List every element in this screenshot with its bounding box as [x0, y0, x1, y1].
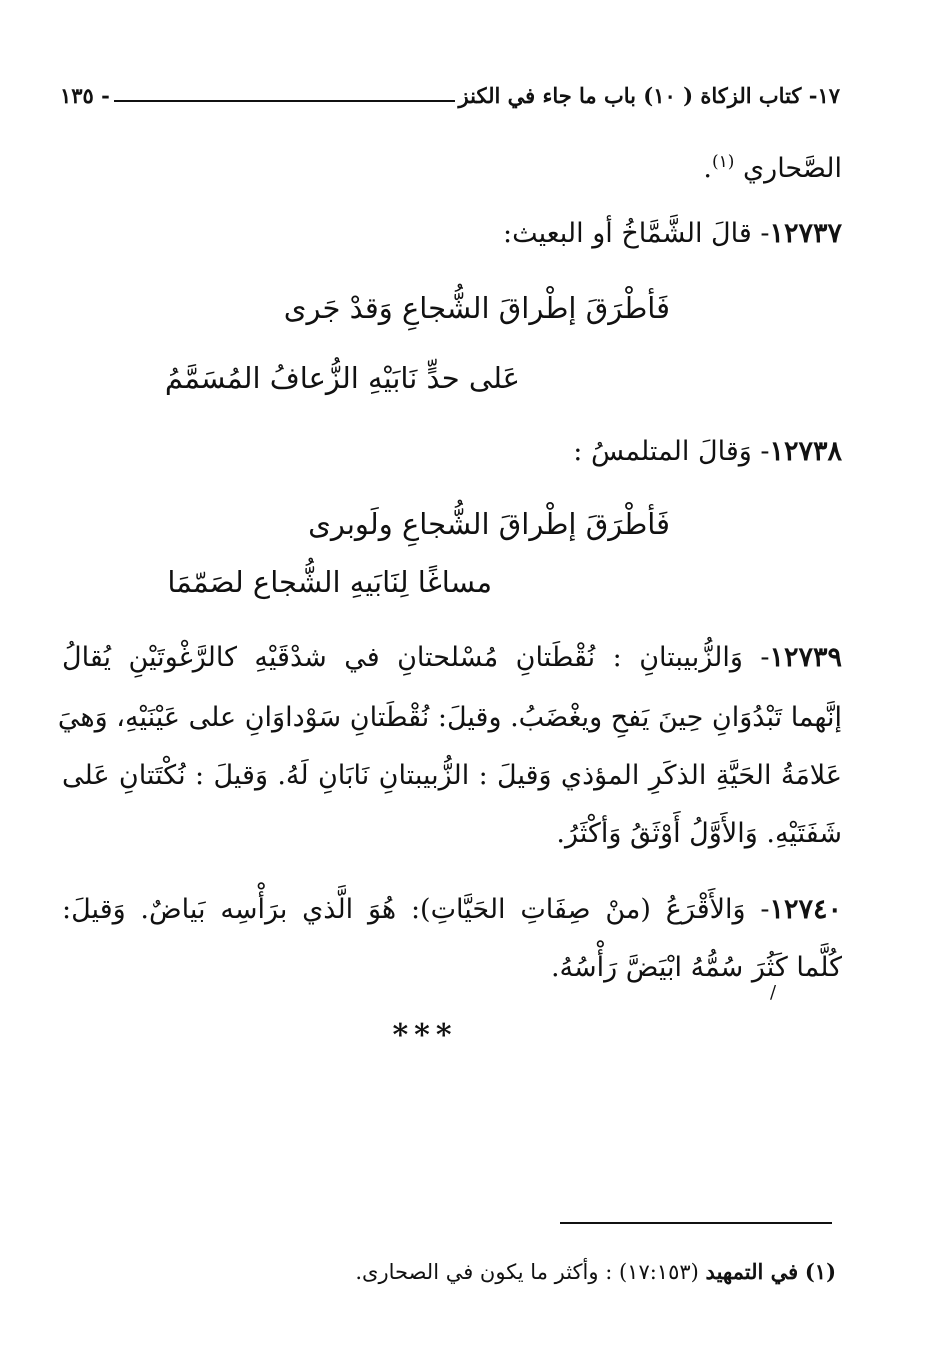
- entry-heading: [503, 214, 842, 254]
- entry-heading-text: - قالَ الشَّمَّاخُ أو البعيث:: [503, 218, 770, 249]
- verse-line: فَأطْرَقَ إطْراقَ الشُّجاعِ ولَوبرى: [308, 507, 670, 541]
- entry-heading-text: - وَقالَ المتلمسُ :: [573, 436, 770, 467]
- entry-number: ١٢٧٣٧: [769, 218, 842, 249]
- footnote-rule: [560, 1222, 832, 1224]
- verse-line: مساغًا لِنَابَيهِ الشُّجاع لصَمّمَا: [167, 565, 492, 599]
- entry-number: ١٢٧٣٨: [769, 436, 842, 467]
- footnote-source: في التمهيد: [705, 1259, 799, 1284]
- running-header: [60, 72, 840, 108]
- paragraph-line: ١٢٧٣٩- وَالزُّبيبتانِ : نُقْطَتانِ مُسْلحتانِ في شدْقَيْهِ كالرَّغْوتَيْنِ يُقالُ: [62, 642, 842, 673]
- page-number: - ١٣٥: [60, 83, 110, 108]
- header-rule: [114, 100, 455, 102]
- continuation-text: الصَّحاري: [743, 153, 842, 184]
- paragraph-line: شَفَتَيْهِ. وَالأَوَّلُ أَوْثَقُ وَأكْثَرُ.: [556, 818, 842, 849]
- entry-number: ١٢٧٣٩: [769, 642, 842, 673]
- header-title: ١٧- كتاب الزكاة ( ١٠) باب ما جاء في الكنز: [458, 83, 840, 108]
- paragraph-line: كُلَّما كَثُرَ سُمُّهُ ابْيَضَّ رَأْسُهُ.: [550, 952, 842, 983]
- entry-heading: [573, 432, 842, 472]
- continuation-line: [703, 142, 842, 189]
- paragraph-line: إنَّهما تَبْدُوَانِ حِينَ يَفحِ ويغْضَبُ. وقيلَ: نُقْطَتانِ سَوْداوَانِ على عَيْنَيْهِ، وَهيَ: [57, 702, 842, 733]
- verse-line: عَلى حدٍّ نَابَيْهِ الزُّعافُ المُسَمَّمُ: [164, 361, 520, 395]
- section-separator: ***: [392, 1018, 458, 1053]
- footnote-reference: (١٧:١٥٣): [618, 1260, 699, 1284]
- paragraph-line: عَلامَةُ الحَيَّةِ الذكَرِ المؤذي وَقيلَ : الزُّبيبتانِ نَابَانِ لَهُ. وَقيلَ : نُكْتَتانِ عَلى: [62, 760, 842, 791]
- continuation-end: .: [703, 153, 712, 184]
- stray-mark: /: [770, 982, 777, 1003]
- footnote-text: : وأكثر ما يكون في الصحارى.: [355, 1260, 613, 1284]
- footnote-marker: (١): [804, 1259, 836, 1284]
- footnote: [355, 1255, 836, 1289]
- paragraph-line: ١٢٧٤٠- وَالأَقْرَعُ (منْ صِفَاتِ الحَيَّاتِ): هُوَ الَّذي برَأْسِه بَياضٌ. وَقيلَ:: [62, 894, 842, 925]
- footnote-ref: (١): [712, 152, 735, 172]
- entry-number: ١٢٧٤٠: [769, 894, 842, 925]
- verse-line: فَأطْرَقَ إطْراقَ الشُّجاعِ وَقدْ جَرى: [283, 291, 670, 325]
